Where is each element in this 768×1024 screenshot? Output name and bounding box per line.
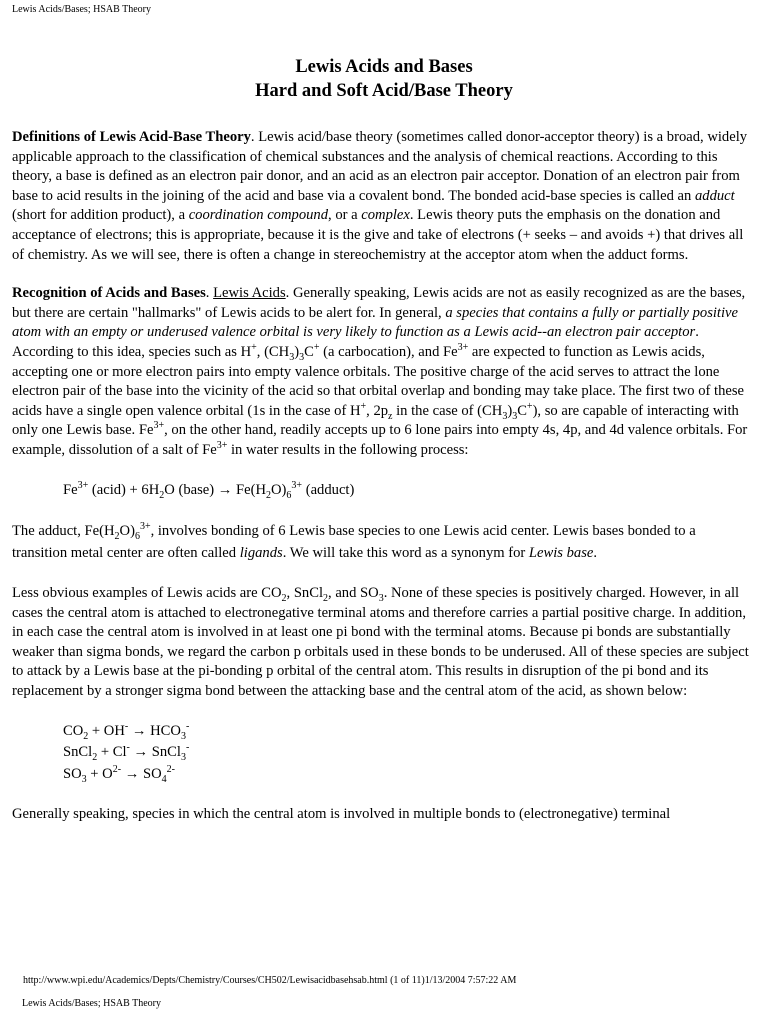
equation-list [63, 721, 754, 786]
generally-speaking-paragraph: Generally speaking, species in which the central atom is involved in multiple bonds to (electronegative) terminal [12, 806, 671, 823]
title-line-1: Lewis Acids and Bases [295, 57, 473, 77]
equation-sncl2: SnCl$_2$ + Cl- → SnCl$_3$- [63, 742, 190, 764]
page-title [0, 55, 768, 103]
definitions-paragraph: Definitions of Lewis Acid-Base Theory. Lewis acid/base theory (sometimes called donor-acceptor theory) is a broad, widely applicable approach to the classification of chemical substances and the analysis of chemical reactions. According to this theory, a base is defined as an electron pair donor, and an acid as an electron pair acceptor. Donation of an electron pair from base to acid results in the joining of the acid and base via a covalent bond. The bonded acid-base species is called an adduct (short for addition product), a coordination compound, or a complex. Lewis theory puts the emphasis on the donation and acceptance of electrons; this is appropriate, because it is the give and take of electrons (+ seeks – and avoids +) that drives all of chemistry. As we will see, there is often a change in stereochemistry at the acceptor atom when the adduct forms. [12, 129, 748, 263]
running-header: Lewis Acids/Bases; HSAB Theory [12, 4, 151, 15]
lewis-acids-link[interactable]: Lewis Acids [213, 285, 286, 302]
recognition-paragraph: Recognition of Acids and Bases. Lewis Acids. Generally speaking, Lewis acids are not as easily recognized as are the bases, but there are certain "hallmarks" of Lewis acids to be alert for. In general, a species that contains a fully or partially positive atom with an empty or underused valence orbital is very likely to function as a Lewis acid--an electron pair acceptor. According to this idea, species such as H+, $(CH_3)_3C^+$ (a carbocation), and $Fe^{3+}$ are expected to function as Lewis acids, accepting one or more electron pairs into empty valence orbitals. The positive charge of the acid serves to attract the lone electron pair of the base into the vicinity of the acid so that orbital overlap and bonding may take place. The first two of these acids have a single open valence orbital (1s in the case of H+, $2p_z$ in the case of $(CH_3)_3C^+$), so are capable of interacting with only one Lewis base. $Fe^{3+}$, on the other hand, readily accepts up to 6 lone pairs into empty 4s, 4p, and 4d valence orbitals. For example, dissolution of a salt of $Fe^{3+}$ in water results in the following process: [12, 285, 748, 458]
footer-url: http://www.wpi.edu/Academics/Depts/Chemistry/Courses/CH502/Lewisacidbasehsab.html (1 of 11)1/13/2004 7:57:22 AM [23, 975, 517, 986]
equation-co2: $CO_2 + OH^- \to HCO_3^-$ [63, 720, 190, 742]
article-body [12, 128, 754, 825]
adduct-paragraph: The adduct, $Fe(H_2O)_6^{3+}$, involves bonding of 6 Lewis base species to one Lewis acid center. Lewis bases bonded to a transition metal center are often called ligands. We will take this word as a synonym for Lewis base. [12, 521, 696, 562]
less-obvious-paragraph: Less obvious examples of Lewis acids are $CO_2$, SnCl$_2$, and $SO_3$. None of these species is positively charged. However, in all cases the central atom is attached to electronegative terminal atoms and therefore carries a partial positive charge. In addition, in each case the central atom is involved in at least one pi bond with the terminal atoms. Because pi bonds are substantially weaker than sigma bonds, we regard the carbon p orbitals used in these bonds to be underused. All of these species are subject to attack by a Lewis base at the pi-bonding p orbital of the central atom. This results in disruption of the pi bond and its replacement by a stronger sigma bond between the attacking base and the central atom of the acid, as shown below: [12, 585, 749, 700]
recognition-heading: Recognition of Acids and Bases [12, 285, 206, 302]
iron-hydration-equation: $Fe^{3+}$ (acid) + $6H_2O$ (base) → $Fe(H_2O)_6^{3+}$ (adduct) [63, 479, 355, 501]
title-line-2: Hard and Soft Acid/Base Theory [255, 81, 513, 101]
definitions-heading: Definitions of Lewis Acid-Base Theory [12, 129, 251, 145]
equation-so3: $SO_3 + O^{2-} \to SO_4^{2-}$ [63, 763, 175, 785]
running-footer: Lewis Acids/Bases; HSAB Theory [22, 998, 161, 1009]
